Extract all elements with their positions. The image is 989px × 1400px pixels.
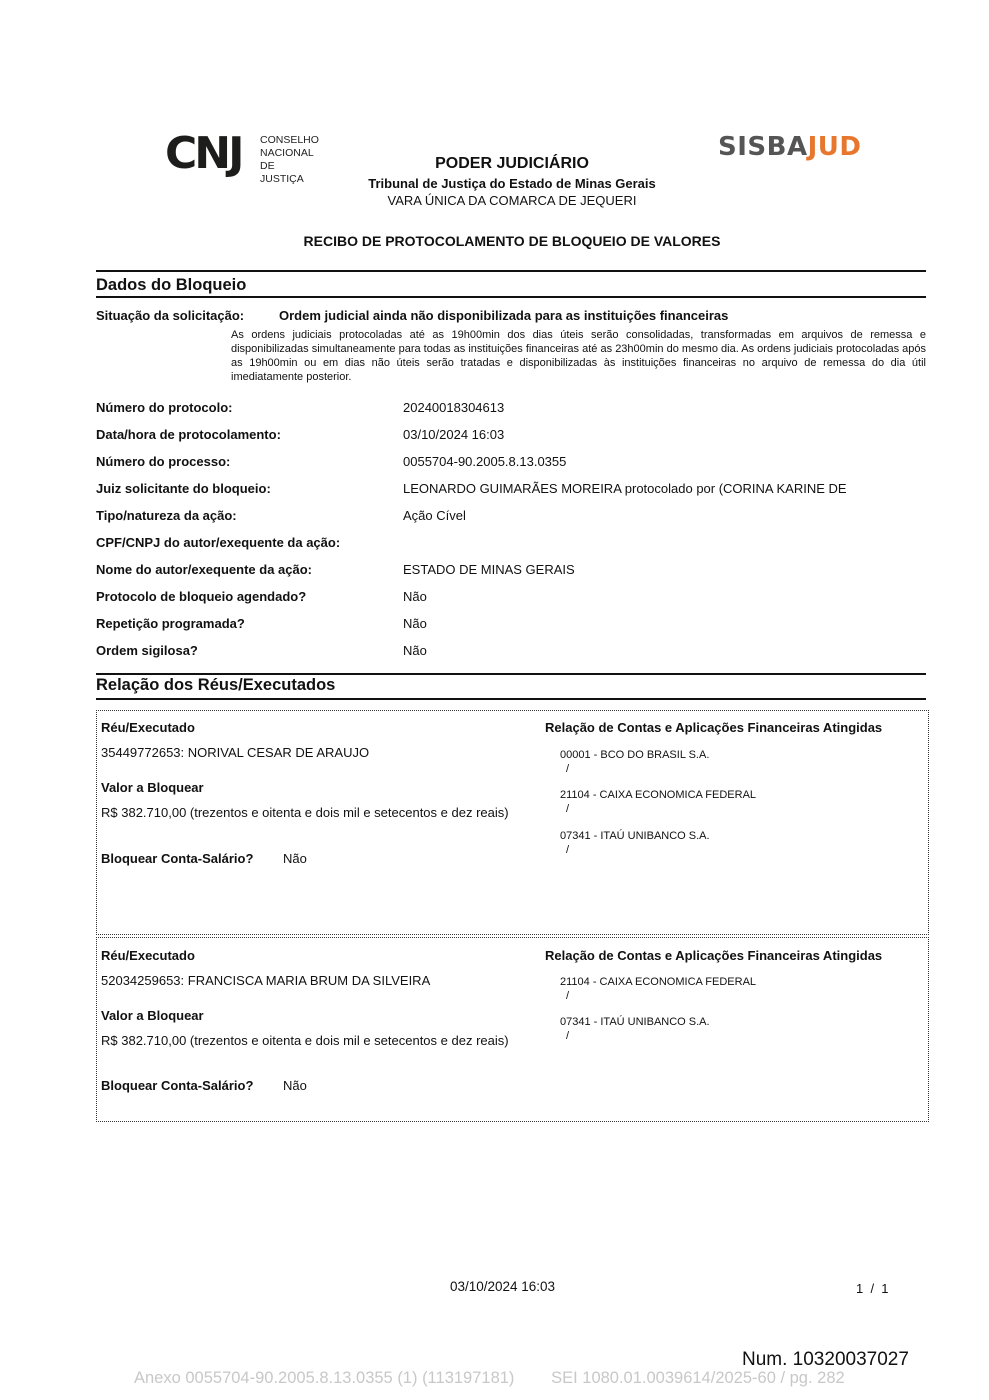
- vara-name: VARA ÚNICA DA COMARCA DE JEQUERI: [387, 193, 637, 208]
- situacao-note: As ordens judiciais protocoladas até as 19h00min dos dias úteis serão consolidadas, transformadas em arquivos de remessa e disponibilizadas simultaneamente para todas as instituições financeiras até as 23h00min do mesmo dia. As ordens judiciais protocoladas após as 19h00min ou em dias não úteis serão tratadas e disponibilizadas às instituições financeiras no arquivo de remessa do dia útil imediatamente posterior.: [231, 329, 926, 383]
- field-value: Ação Cível: [403, 508, 466, 523]
- reu-card: [96, 710, 929, 935]
- section-title-reus: Relação dos Réus/Executados: [96, 676, 336, 694]
- field-label: CPF/CNPJ do autor/exequente da ação:: [96, 535, 341, 550]
- document-number: Num. 10320037027: [742, 1349, 909, 1370]
- conta-item: 21104 - CAIXA ECONOMICA FEDERAL: [560, 789, 757, 801]
- reu-label: Réu/Executado: [101, 948, 195, 963]
- field-label: Protocolo de bloqueio agendado?: [96, 589, 307, 604]
- section-divider: [96, 698, 926, 700]
- sisbajud-logo-sisba: SISBA: [718, 132, 808, 162]
- page-title: PODER JUDICIÁRIO: [435, 155, 589, 172]
- annex-watermark: Anexo 0055704-90.2005.8.13.0355 (1) (113197181) SEI 1080.01.0039614/2025-60 / pg. 282: [134, 1369, 845, 1387]
- conta-separator: /: [566, 803, 570, 815]
- cnj-line-2: NACIONAL: [260, 147, 314, 159]
- situacao-label: Situação da solicitação:: [96, 308, 245, 323]
- valor-value: R$ 382.710,00 (trezentos e oitenta e dois mil e setecentos e dez reais): [101, 805, 509, 820]
- conta-salario-label: Bloquear Conta-Salário?: [101, 851, 254, 866]
- section-divider: [96, 270, 926, 272]
- situacao-value: Ordem judicial ainda não disponibilizada para as instituições financeiras: [279, 308, 729, 323]
- field-value: LEONARDO GUIMARÃES MOREIRA protocolado por (CORINA KARINE DE: [403, 481, 847, 496]
- field-value: 03/10/2024 16:03: [403, 427, 505, 442]
- conta-item: 21104 - CAIXA ECONOMICA FEDERAL: [560, 976, 757, 988]
- conta-separator: /: [566, 844, 570, 856]
- sisbajud-logo-jud: JUD: [807, 132, 862, 162]
- field-value: Não: [403, 616, 427, 631]
- conta-separator: /: [566, 990, 570, 1002]
- field-label: Tipo/natureza da ação:: [96, 508, 237, 523]
- conta-item: 07341 - ITAÚ UNIBANCO S.A.: [560, 830, 710, 842]
- conta-salario-label: Bloquear Conta-Salário?: [101, 1078, 254, 1093]
- field-value: ESTADO DE MINAS GERAIS: [403, 562, 575, 577]
- field-label: Número do protocolo:: [96, 400, 233, 415]
- section-divider: [96, 296, 926, 298]
- field-label: Ordem sigilosa?: [96, 643, 198, 658]
- field-label: Nome do autor/exequente da ação:: [96, 562, 312, 577]
- field-label: Juiz solicitante do bloqueio:: [96, 481, 271, 496]
- valor-label: Valor a Bloquear: [101, 780, 204, 795]
- field-value: 20240018304613: [403, 400, 505, 415]
- footer-date: 03/10/2024 16:03: [449, 1279, 556, 1294]
- conta-separator: /: [566, 1030, 570, 1042]
- contas-label: Relação de Contas e Aplicações Financeiras Atingidas: [545, 720, 883, 735]
- reu-card: [96, 937, 929, 1122]
- reu-name: 35449772653: NORIVAL CESAR DE ARAUJO: [101, 745, 370, 760]
- field-label: Data/hora de protocolamento:: [96, 427, 281, 442]
- reu-label: Réu/Executado: [101, 720, 195, 735]
- valor-value: R$ 382.710,00 (trezentos e oitenta e dois mil e setecentos e dez reais): [101, 1033, 509, 1048]
- cnj-line-3: DE JUSTIÇA: [260, 160, 304, 185]
- conta-salario-value: Não: [283, 851, 307, 866]
- cnj-line-1: CONSELHO: [260, 134, 319, 146]
- page-number: 1 / 1: [856, 1281, 889, 1296]
- field-label: Repetição programada?: [96, 616, 245, 631]
- conta-item: 00001 - BCO DO BRASIL S.A.: [560, 749, 710, 761]
- valor-label: Valor a Bloquear: [101, 1008, 204, 1023]
- document-title: RECIBO DE PROTOCOLAMENTO DE BLOQUEIO DE VALORES: [303, 233, 721, 249]
- conta-salario-value: Não: [283, 1078, 307, 1093]
- conta-item: 07341 - ITAÚ UNIBANCO S.A.: [560, 1016, 710, 1028]
- field-value: Não: [403, 589, 427, 604]
- field-value: Não: [403, 643, 427, 658]
- cnj-logo-letters: CNJ: [165, 128, 242, 179]
- tribunal-name: Tribunal de Justiça do Estado de Minas Gerais: [368, 176, 656, 191]
- section-divider: [96, 673, 926, 675]
- conta-separator: /: [566, 763, 570, 775]
- field-value: 0055704-90.2005.8.13.0355: [403, 454, 567, 469]
- section-title-dados: Dados do Bloqueio: [96, 276, 247, 294]
- field-label: Número do processo:: [96, 454, 231, 469]
- contas-label: Relação de Contas e Aplicações Financeiras Atingidas: [545, 948, 883, 963]
- reu-name: 52034259653: FRANCISCA MARIA BRUM DA SILVEIRA: [101, 973, 431, 988]
